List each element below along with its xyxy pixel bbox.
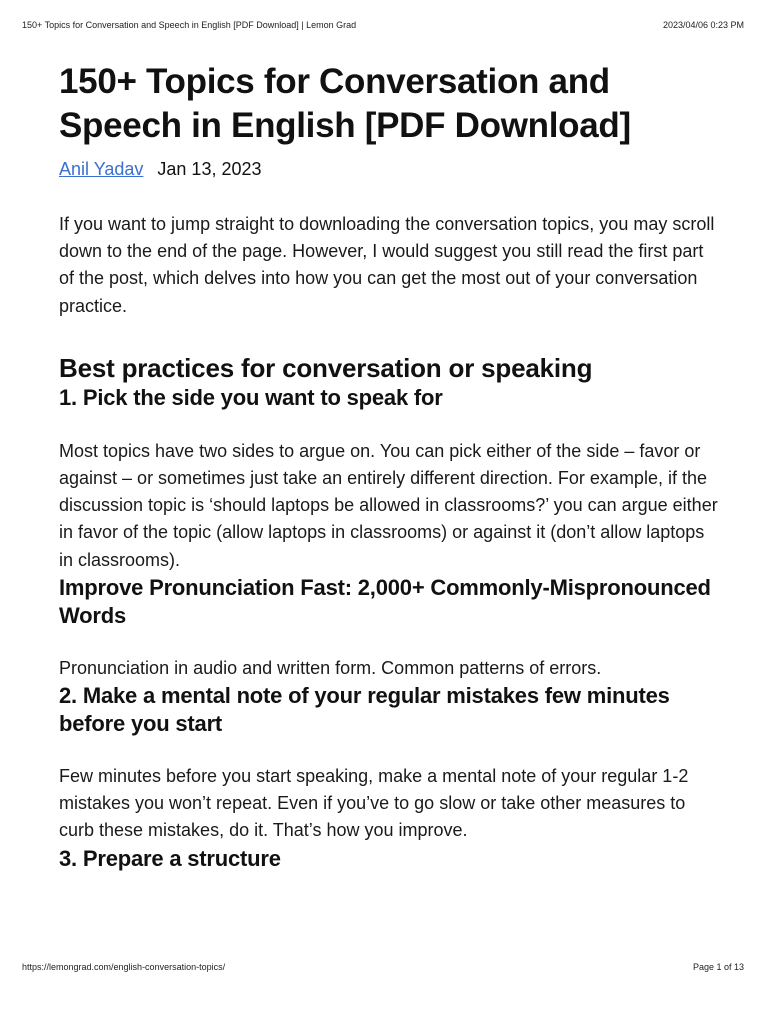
print-footer-page-number: Page 1 of 13 bbox=[692, 962, 744, 972]
point-1-heading: 1. Pick the side you want to speak for bbox=[59, 384, 443, 410]
point-2-paragraph: Few minutes before you start speaking, make a mental note of your regular 1-2 mistakes you won’t repeat. Even if you’ve to go slow or take other measures to curb these mistakes, do it. That’s how you improve. bbox=[59, 766, 689, 841]
print-footer bbox=[22, 962, 744, 972]
point-2-heading: 2. Make a mental note of your regular mistakes few minutes before you start bbox=[59, 683, 670, 737]
point-3-heading: 3. Prepare a structure bbox=[59, 845, 281, 871]
print-footer-url: https://lemongrad.com/english-conversation-topics/ bbox=[22, 962, 226, 972]
section-heading: Best practices for conversation or speaking bbox=[59, 352, 593, 383]
print-header-timestamp: 2023/04/06 0:23 PM bbox=[662, 20, 744, 30]
promo-heading: Improve Pronunciation Fast: 2,000+ Commonly-Mispronounced Words bbox=[59, 574, 711, 628]
intro-paragraph: If you want to jump straight to downloading the conversation topics, you may scroll down to the end of the page. However, I would suggest you still read the first part of the post, which delves into how you can get the most out of your conversation practice. bbox=[59, 214, 715, 316]
article-date: Jan 13, 2023 bbox=[157, 159, 262, 179]
promo-paragraph: Pronunciation in audio and written form. Common patterns of errors. bbox=[59, 657, 602, 678]
point-1-paragraph: Most topics have two sides to argue on. You can pick either of the side – favor or against – or sometimes just take an entirely different direction. For example, if the discussion topic is ‘should laptops be allowed in classrooms?’ you can argue either in favor of the topic (allow laptops in classrooms) or against it (don’t allow laptops in classrooms). bbox=[59, 440, 718, 570]
article-title: 150+ Topics for Conversation and Speech in English [PDF Download] bbox=[59, 62, 631, 145]
print-header-title: 150+ Topics for Conversation and Speech in English [PDF Download] | Lemon Grad bbox=[22, 20, 357, 30]
print-header bbox=[22, 20, 744, 30]
article-meta bbox=[59, 156, 719, 182]
article bbox=[59, 60, 719, 873]
author-link[interactable]: Anil Yadav bbox=[59, 159, 144, 179]
